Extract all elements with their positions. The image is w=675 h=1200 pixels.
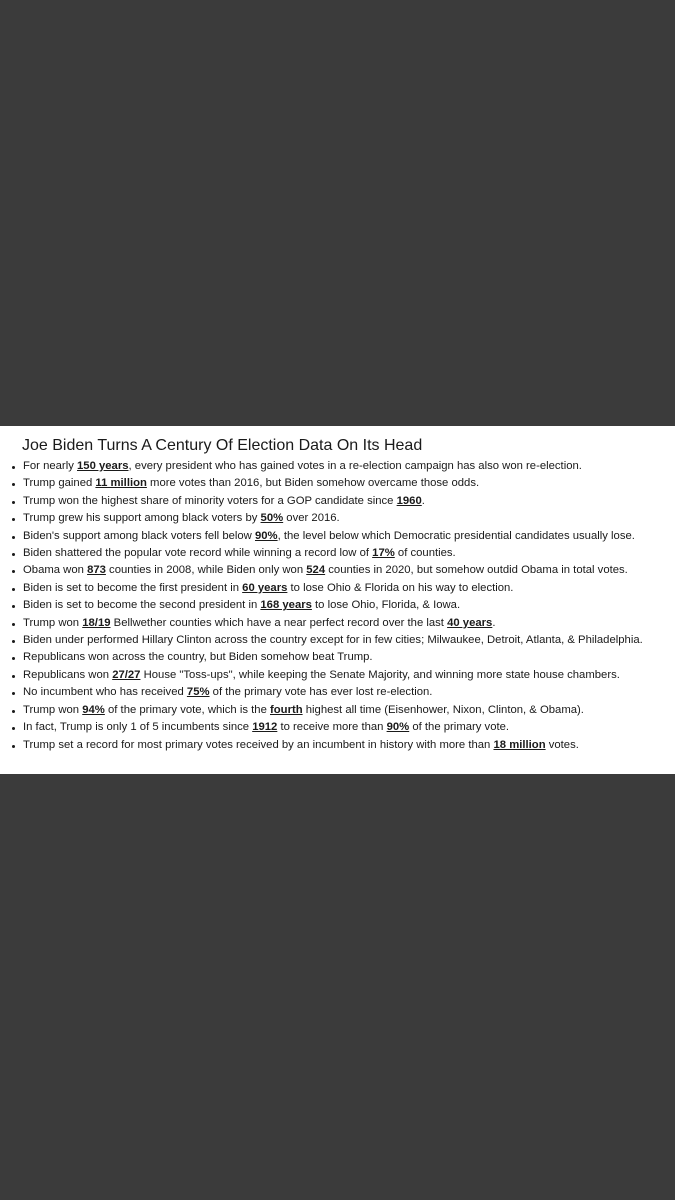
- fact-text: to lose Ohio & Florida on his way to election.: [287, 581, 514, 594]
- fact-text: Trump won the highest share of minority voters for a GOP candidate since: [23, 494, 397, 507]
- fact-highlight: 873: [87, 564, 106, 577]
- fact-highlight: 11 million: [95, 477, 147, 490]
- fact-text: Trump grew his support among black voters by: [23, 512, 261, 525]
- fact-highlight: 524: [306, 564, 326, 577]
- card-title: Joe Biden Turns A Century Of Election Data On Its Head: [22, 437, 423, 454]
- fact-item: [10, 702, 667, 719]
- bullet-icon: [12, 483, 15, 486]
- fact-text: to receive more than: [277, 721, 387, 734]
- fact-item: [10, 545, 667, 562]
- fact-highlight: 150 years: [77, 460, 129, 472]
- fact-text: House "Toss-ups", while keeping the Senate Majority, and winning more state house chambers.: [140, 668, 620, 681]
- fact-highlight: 18/19: [82, 616, 111, 629]
- fact-highlight: 17%: [372, 547, 395, 560]
- fact-highlight: 60 years: [242, 581, 288, 594]
- fact-item: [10, 510, 667, 527]
- fact-item: [10, 562, 667, 579]
- fact-text: Biden shattered the popular vote record while winning a record low of: [23, 547, 373, 560]
- bullet-icon: [12, 692, 15, 695]
- fact-text: Biden is set to become the second president in: [23, 599, 261, 612]
- fact-highlight: 50%: [260, 512, 284, 525]
- fact-text: of the primary vote has ever lost re-election.: [209, 686, 433, 699]
- fact-text: counties in 2008, while Biden only won: [105, 564, 307, 577]
- fact-text: Biden's support among black voters fell below: [23, 529, 255, 542]
- fact-text: highest all time (Eisenhower, Nixon, Clinton, & Obama).: [302, 703, 584, 716]
- fact-highlight: 90%: [254, 529, 278, 542]
- fact-highlight: 75%: [186, 686, 210, 699]
- fact-highlight: 1960: [396, 494, 422, 507]
- fact-item: [10, 597, 667, 614]
- fact-item: [10, 475, 667, 492]
- bullet-icon: [12, 657, 15, 660]
- bullet-icon: [12, 570, 15, 573]
- bullet-icon: [12, 553, 15, 556]
- fact-text: In fact, Trump is only 1 of 5 incumbents since: [23, 721, 253, 734]
- fact-highlight: 90%: [386, 721, 410, 734]
- bullet-icon: [12, 518, 15, 521]
- bullet-icon: [12, 501, 15, 504]
- fact-text: to lose Ohio, Florida, & Iowa.: [311, 599, 461, 612]
- bullet-icon: [12, 623, 15, 626]
- bullet-icon: [12, 466, 15, 469]
- bullet-icon: [12, 675, 15, 678]
- fact-text: Trump won: [23, 703, 83, 716]
- fact-item: [10, 737, 667, 754]
- fact-text: Obama won: [23, 564, 88, 577]
- fact-text: .: [492, 616, 496, 629]
- fact-item: [10, 649, 667, 666]
- fact-text: Bellwether counties which have a near perfect record over the last: [110, 616, 448, 629]
- fact-highlight: 94%: [82, 703, 105, 716]
- fact-item: [10, 458, 667, 475]
- fact-item: [10, 667, 667, 684]
- fact-text: Trump gained: [23, 477, 96, 490]
- fact-item: [10, 684, 667, 701]
- fact-text: Biden is set to become the first president in: [23, 581, 243, 594]
- fact-text: Republicans won: [23, 668, 113, 681]
- fact-text: Biden under performed Hillary Clinton across the country except for in few cities; Milwaukee, Detroit, Atlanta, & Philadelphia.: [23, 634, 643, 647]
- fact-item: [10, 719, 667, 736]
- bullet-icon: [12, 727, 15, 730]
- fact-highlight: 1912: [252, 721, 278, 734]
- fact-text: Trump set a record for most primary votes received by an incumbent in history with more than: [23, 738, 494, 751]
- fact-highlight: 40 years: [447, 616, 493, 629]
- fact-text: Trump won: [23, 616, 83, 629]
- fact-text: For nearly: [23, 460, 77, 472]
- fact-text: counties in 2020, but somehow outdid Obama in total votes.: [325, 564, 628, 577]
- fact-text: more votes than 2016, but Biden somehow overcame those odds.: [146, 477, 480, 490]
- bullet-icon: [12, 710, 15, 713]
- fact-item: [10, 615, 667, 632]
- fact-highlight: fourth: [270, 703, 303, 716]
- bullet-icon: [12, 745, 15, 748]
- fact-text: of counties.: [394, 547, 456, 560]
- fact-highlight: 18 million: [493, 738, 546, 751]
- bullet-icon: [12, 536, 15, 539]
- fact-item: [10, 580, 667, 597]
- fact-text: , the level below which Democratic presidential candidates usually lose.: [277, 529, 635, 542]
- fact-text: .: [421, 494, 425, 507]
- fact-text: of the primary vote, which is the: [104, 703, 270, 716]
- bullet-icon: [12, 640, 15, 643]
- fact-text: , every president who has gained votes in a re-election campaign has also won re-election.: [128, 460, 582, 472]
- facts-list: [10, 458, 667, 754]
- fact-text: No incumbent who has received: [23, 686, 187, 699]
- fact-item: [10, 632, 667, 649]
- fact-text: over 2016.: [283, 512, 340, 525]
- fact-item: [10, 493, 667, 510]
- fact-highlight: 168 years: [260, 599, 312, 612]
- fact-text: of the primary vote.: [409, 721, 510, 734]
- bullet-icon: [12, 605, 15, 608]
- bullet-icon: [12, 588, 15, 591]
- election-data-card: [0, 426, 675, 774]
- fact-text: votes.: [545, 738, 579, 751]
- fact-item: [10, 528, 667, 545]
- fact-text: Republicans won across the country, but Biden somehow beat Trump.: [23, 651, 373, 664]
- fact-highlight: 27/27: [112, 668, 141, 681]
